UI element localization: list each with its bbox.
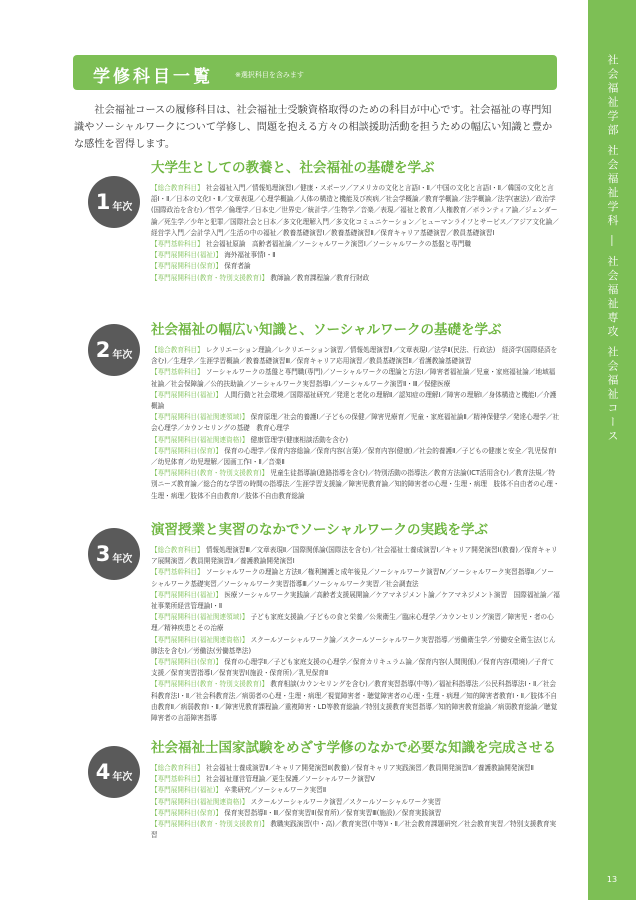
year-badge [88, 528, 140, 580]
course-text: 医療ソーシャルワーク実践論／高齢者支援展開論／ケアマネジメント論／ケアマネジメント演習 国際福祉論／福祉事業所経営管理論Ⅰ・Ⅱ [151, 590, 560, 611]
course-row [151, 819, 560, 841]
course-row [151, 785, 560, 796]
course-category: 【専門展開科目(福祉関連資格)】 [151, 635, 249, 644]
year-badge [88, 746, 140, 798]
course-row [151, 390, 560, 412]
course-category: 【総合教育科目】 [151, 346, 204, 354]
course-category: 【専門展開科目(福祉関連資格)】 [151, 435, 249, 444]
course-text: 教師論／教育課程論／教育行財政 [268, 273, 370, 282]
year-label: 年次 [112, 349, 133, 361]
course-row [151, 239, 560, 250]
page-number: 13 [606, 875, 618, 884]
course-category: 【専門基幹科目】 [151, 368, 204, 377]
course-text: 保育者論 [222, 262, 251, 271]
course-text: 社会福祉入門／情報処理演習Ⅰ／健康・スポーツ／アメリカの文化と言語Ⅰ・Ⅱ／中国の文化と言語Ⅰ・Ⅱ／韓国の文化と言語Ⅰ・Ⅱ／日本の文化Ⅰ・Ⅱ／文章表現／心理学概論／人体の構造と機能及び疾病／社会学概論／教育学概論／法学概論／法学(憲法)／政治学(国際政治を含む)／哲学／倫理学／日本史／世界史／統計学／生物学／音楽／表現／福祉と教育／人権教育／ボランティア論／ジェンダー論／死生学／少年と犯罪／国際社会と日本／多文化理解入門／多文化コミュニケーション／ヒューマンライフとサービス／アジア文化論／経営学入門／会計学入門／生活の中の福祉／教養基礎演習Ⅰ／教養基礎演習Ⅱ／保育キャリア基礎演習／教員基礎演習Ⅰ [151, 184, 559, 237]
year-badge [88, 324, 140, 376]
course-category: 【専門展開科目(保育)】 [151, 658, 223, 667]
course-list [151, 545, 560, 724]
header-note: ※選択科目を含みます [235, 71, 304, 79]
course-row [151, 435, 560, 446]
intro-paragraph: 社会福祉コースの履修科目は、社会福祉士受験資格取得のための科目が中心です。社会福祉の専門知識やソーシャルワークについて学修し、問題を抱える方々の相談援助活動を担うための幅広い知識と豊かな感性を習得します。 [74, 105, 553, 150]
course-text: 児童生徒指導論(進路指導を含む)／特別活動の指導法／教育方法論(ICT活用含む)／教育法規／特別ニーズ教育論／総合的な学習の時間の指導法／生涯学習支援論／障害児教育論／知的障害者の心理・生理・病理 肢体不自由者の心理・生理・病理／肢体不自由教育Ⅰ／肢体不自由教育総論 [151, 469, 560, 500]
year-number: 1 [95, 190, 111, 214]
side-course: 社会福祉専攻 社会福祉コース [606, 255, 619, 444]
course-row [151, 468, 560, 502]
course-category: 【専門展開科目(保育)】 [151, 808, 223, 817]
course-text: 情報処理演習Ⅲ／文章表現Ⅱ／国際関係論(国際法を含む)／社会福祉士養成演習Ⅰ／キャリア開発演習Ⅰ(教養)／保育キャリア展開演習／教員開発演習Ⅱ／養護教論開発演習Ⅰ [151, 546, 558, 566]
course-category: 【専門展開科目(福祉関連領域)】 [151, 413, 249, 422]
course-list [151, 183, 560, 284]
course-category: 【専門展開科目(福祉関連領域)】 [151, 613, 249, 622]
course-row [151, 657, 560, 679]
year-section [74, 318, 564, 498]
course-text: 保育の心理学Ⅱ／子ども家庭支援の心理学／保育カリキュラム論／保育内容(人間関係)／保育内容(環境)／子育て支援／保育実習指導Ⅰ／保育実習Ⅰ(施設・保育所)／乳児保育Ⅱ [151, 658, 555, 678]
year-section [74, 736, 564, 856]
course-row [151, 797, 560, 808]
course-row [151, 545, 560, 567]
course-list [151, 345, 560, 502]
year-section [74, 156, 564, 306]
year-number: 3 [95, 542, 111, 566]
course-text: 教職実践演習(中・高)／教育実習(中等)Ⅰ・Ⅱ／社会教育課題研究／社会教育実習／特別支援教育実習 [151, 820, 557, 840]
course-text: レクリエーション理論／レクリエーション演習／情報処理演習Ⅱ／文章表現Ⅰ／法学Ⅱ(民法、行政法) 経済学(国際経済を含む)／生理学／生涯学習概論／教養基礎演習Ⅲ／保育キャリア応用演習／教員基礎演習Ⅱ／看護教論基礎演習 [151, 346, 558, 366]
course-text: 海外福祉事情Ⅰ・Ⅱ [222, 251, 276, 260]
course-text: 保育の心理学／保育内容総論／保育内容(言葉)／保育内容(健康)／社会的養護Ⅱ／子どもの健康と安全／乳児保育Ⅰ／幼児体育／幼児理解／図画工作Ⅰ・Ⅱ／音楽Ⅱ [151, 446, 557, 467]
side-separator: ― [606, 235, 619, 249]
course-text: 社会福祉原論 高齢者福祉論／ソーシャルワーク演習Ⅰ／ソーシャルワークの基盤と専門職 [203, 240, 472, 249]
course-row [151, 446, 560, 468]
course-category: 【専門展開科目(保育)】 [151, 446, 223, 455]
course-row [151, 183, 560, 239]
course-row [151, 679, 560, 724]
course-row [151, 808, 560, 819]
section-title: 社会福祉の幅広い知識と、ソーシャルワークの基礎を学ぶ [151, 322, 502, 338]
course-text: 保育実習指導Ⅱ・Ⅲ／保育実習Ⅱ(保育所)／保育実習Ⅲ(施設)／保育実践演習 [222, 808, 442, 817]
course-category: 【専門基幹科目】 [151, 568, 204, 577]
course-row [151, 412, 560, 434]
course-row [151, 261, 560, 272]
course-row [151, 567, 560, 589]
course-category: 【専門展開科目(福祉)】 [151, 786, 223, 795]
course-row [151, 763, 560, 774]
course-category: 【専門展開科目(教育・特別支援教育)】 [151, 273, 269, 282]
course-text: 保育原理／社会的養護Ⅰ／子どもの保健／障害児療育／児童・家庭福祉論Ⅱ／精神保健学／発達心理学／社会心理学／カウンセリングの基礎 教育心理学 [151, 413, 560, 433]
course-text: 子ども家庭支援論／子どもの食と栄養／公衆衛生／臨床心理学／カウンセリング演習／障害児・者の心理／精神疾患とその治療 [151, 613, 554, 633]
course-category: 【専門展開科目(福祉関連資格)】 [151, 797, 249, 806]
year-number: 2 [95, 338, 111, 362]
course-category: 【専門展開科目(保育)】 [151, 262, 223, 271]
page-title: 学修科目一覧 [93, 67, 213, 87]
course-row [151, 345, 560, 367]
year-section [74, 518, 564, 723]
course-row [151, 635, 560, 657]
course-row [151, 367, 560, 389]
course-text: スクールソーシャルワーク論／スクールソーシャルワーク実習指導／労働衛生学／労働安全衛生法(じん肺法を含む)／労働法(労働基準法) [151, 635, 556, 655]
course-row [151, 612, 560, 634]
course-category: 【専門展開科目(福祉)】 [151, 251, 223, 260]
year-number: 4 [95, 760, 111, 784]
course-category: 【専門展開科目(福祉)】 [151, 390, 223, 399]
course-category: 【専門基幹科目】 [151, 775, 204, 784]
year-badge [88, 176, 140, 228]
section-title: 演習授業と実習のなかでソーシャルワークの実践を学ぶ [151, 522, 488, 538]
course-category: 【総合教育科目】 [151, 764, 204, 772]
section-title: 社会福祉士国家試験をめざす学修のなかで必要な知識を完成させる [151, 740, 556, 756]
side-heading [599, 54, 625, 444]
course-list [151, 763, 560, 841]
year-label: 年次 [112, 201, 133, 213]
course-category: 【専門展開科目(教育・特別支援教育)】 [151, 680, 269, 689]
course-category: 【専門基幹科目】 [151, 240, 204, 249]
course-text: 卒業研究／ソーシャルワーク実習Ⅱ [222, 786, 327, 795]
course-text: 健康管理学(健康相談活動を含む) [248, 435, 349, 444]
course-row [151, 590, 560, 612]
course-text: 社会福祉運営管理論／更生保護／ソーシャルワーク演習Ⅴ [203, 775, 375, 784]
year-label: 年次 [112, 553, 133, 565]
course-row [151, 774, 560, 785]
course-row [151, 250, 560, 261]
course-text: 人間行動と社会環境／国際福祉研究／発達と老化の理解Ⅱ／認知症の理解Ⅰ／障害の理解Ⅰ／身体構造と機能Ⅰ／介護概論 [151, 390, 557, 411]
course-category: 【専門展開科目(福祉)】 [151, 590, 223, 599]
course-text: 教育相談(カウンセリングを含む)／教育実習指導(中等)／福祉科指導法／公民科指導法Ⅰ・Ⅱ／社会科教育法Ⅰ・Ⅱ／社会科教育法／病弱者の心理・生理・病理／視覚障害者・聴覚障害者の心理・生理・病理／知的障害者教育Ⅰ・Ⅱ／肢体不自由教育Ⅱ／病弱教育Ⅰ・Ⅱ／障害児教育課程論／重複障害・LD等教育総論／特別支援教育実習指導／知的障害教育総論／病弱教育総論／聴覚障害者の言語障害指導 [151, 680, 558, 723]
course-category: 【専門展開科目(教育・特別支援教育)】 [151, 469, 269, 478]
course-text: 社会福祉士養成演習Ⅱ／キャリア開発演習Ⅱ(教養)／保育キャリア実践演習／教員開発演習Ⅱ／養護教論開発演習Ⅱ [203, 764, 534, 772]
side-department: 社会福祉学部 社会福祉学科 [606, 54, 619, 229]
course-category: 【専門展開科目(教育・特別支援教育)】 [151, 820, 269, 829]
course-text: ソーシャルワークの理論と方法Ⅱ／権利擁護と成年後見／ソーシャルワーク演習Ⅳ／ソーシャルワーク実習指導Ⅱ／ソーシャルワーク基礎実習／ソーシャルワーク実習指導Ⅲ／ソーシャルワーク実習／社会調査法 [151, 568, 554, 588]
year-label: 年次 [112, 771, 133, 783]
course-text: スクールソーシャルワーク演習／スクールソーシャルワーク実習 [248, 797, 441, 806]
section-title: 大学生としての教養と、社会福祉の基礎を学ぶ [151, 160, 435, 176]
course-category: 【総合教育科目】 [151, 184, 204, 192]
course-text: ソーシャルワークの基盤と専門職(専門)／ソーシャルワークの理論と方法Ⅰ／障害者福祉論／児童・家庭福祉論／地域福祉論／社会保障論／公的扶助論／ソーシャルワーク実習指導Ⅰ／ソーシャルワーク演習Ⅱ・Ⅲ／保健医療 [151, 368, 556, 388]
course-row [151, 273, 560, 284]
course-category: 【総合教育科目】 [151, 546, 204, 554]
section-header [73, 55, 557, 90]
